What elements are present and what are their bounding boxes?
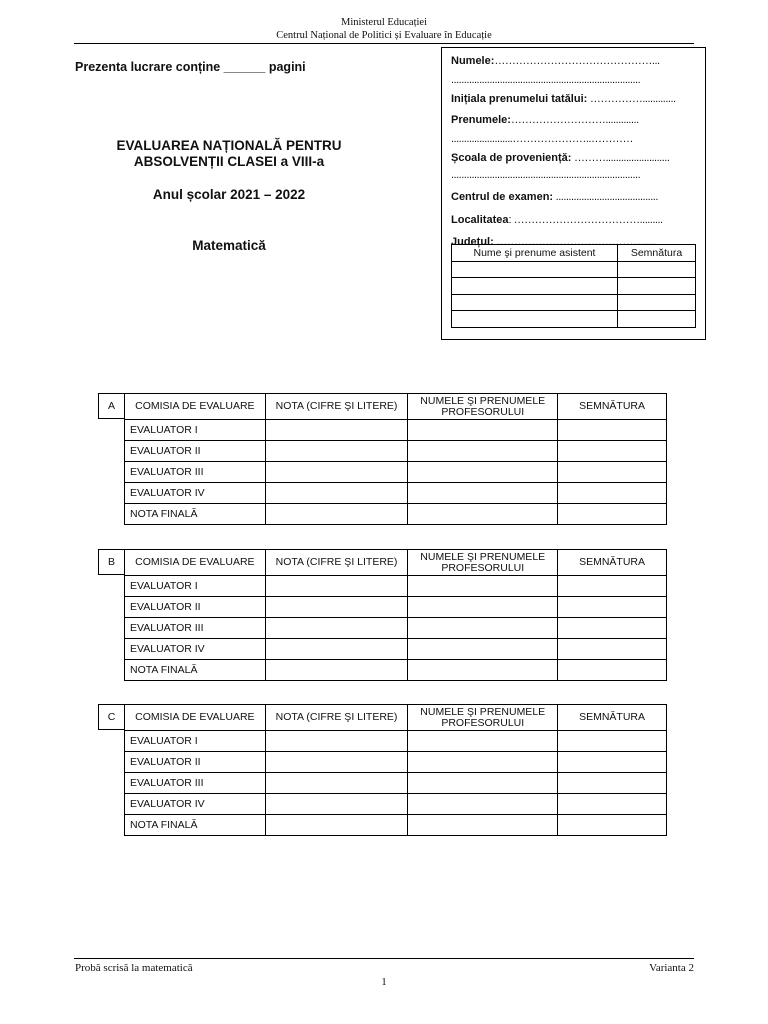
first-name-row[interactable] xyxy=(451,113,696,127)
teacher-name-header: NUMELE ŞI PRENUMELE PROFESORULUI xyxy=(408,550,558,576)
assistant-table xyxy=(451,244,696,328)
first-name-dots-2: ........................…………………..………… xyxy=(451,133,633,145)
assistant-row xyxy=(452,261,696,278)
signature-cell[interactable] xyxy=(558,576,667,597)
grade-cell[interactable] xyxy=(265,773,408,794)
signature-cell[interactable] xyxy=(558,752,667,773)
evaluator-row xyxy=(125,420,667,441)
signature-cell[interactable] xyxy=(558,731,667,752)
commission-header: COMISIA DE EVALUARE xyxy=(125,705,266,731)
grade-cell[interactable] xyxy=(265,660,408,681)
signature-cell[interactable] xyxy=(558,773,667,794)
assistant-row xyxy=(452,294,696,311)
assistant-signature-cell[interactable] xyxy=(618,294,696,311)
signature-cell[interactable] xyxy=(558,483,667,504)
signature-cell[interactable] xyxy=(558,462,667,483)
exam-center-dots: ........................................ xyxy=(553,191,658,203)
evaluator-row xyxy=(125,462,667,483)
assistant-table-header xyxy=(452,245,696,262)
signature-header: SEMNĂTURA xyxy=(558,550,667,576)
county-dots: …………………………………......... xyxy=(493,236,656,248)
footer-divider xyxy=(74,958,694,959)
teacher-name-cell[interactable] xyxy=(408,504,558,525)
evaluator-label: EVALUATOR IV xyxy=(125,794,266,815)
assistant-signature-header: Semnătura xyxy=(618,245,696,262)
evaluator-label: EVALUATOR I xyxy=(125,731,266,752)
locality-label: Localitatea xyxy=(451,214,509,226)
teacher-name-cell[interactable] xyxy=(408,576,558,597)
evaluator-label: EVALUATOR III xyxy=(125,773,266,794)
evaluator-label: EVALUATOR IV xyxy=(125,639,266,660)
assistant-signature-cell[interactable] xyxy=(618,311,696,328)
locality-dots: : ………………………………......... xyxy=(508,214,663,226)
ministry-header xyxy=(0,16,768,42)
signature-cell[interactable] xyxy=(558,639,667,660)
grade-header: NOTA (CIFRE ŞI LITERE) xyxy=(265,394,408,420)
evaluator-label: EVALUATOR IV xyxy=(125,483,266,504)
pages-count-line: Prezenta lucrare conține ______ pagini xyxy=(75,60,306,74)
teacher-name-cell[interactable] xyxy=(408,752,558,773)
evaluator-label: EVALUATOR II xyxy=(125,597,266,618)
evaluator-label: EVALUATOR II xyxy=(125,752,266,773)
ministry-name: Ministerul Educației xyxy=(340,17,428,28)
evaluation-header-row xyxy=(125,705,667,731)
exam-center-row[interactable] xyxy=(451,190,696,204)
evaluator-row xyxy=(125,618,667,639)
evaluator-row xyxy=(125,752,667,773)
teacher-name-cell[interactable] xyxy=(408,441,558,462)
grade-cell[interactable] xyxy=(265,618,408,639)
school-dots: ………......................... xyxy=(571,152,670,164)
evaluator-label: EVALUATOR I xyxy=(125,420,266,441)
father-initial-dots: ……………............. xyxy=(587,93,676,105)
grade-cell[interactable] xyxy=(265,462,408,483)
grade-cell[interactable] xyxy=(265,794,408,815)
final-grade-row xyxy=(125,815,667,836)
evaluator-row xyxy=(125,773,667,794)
father-initial-label: Inițiala prenumelui tatălui: xyxy=(451,93,588,105)
school-label: Școala de proveniență: xyxy=(451,152,572,164)
evaluation-tag: B xyxy=(98,549,125,575)
first-name-row-2[interactable] xyxy=(451,132,696,146)
grade-cell[interactable] xyxy=(265,420,408,441)
teacher-name-cell[interactable] xyxy=(408,483,558,504)
signature-cell[interactable] xyxy=(558,618,667,639)
evaluator-row xyxy=(125,483,667,504)
signature-cell[interactable] xyxy=(558,420,667,441)
evaluation-tag: C xyxy=(98,704,125,730)
first-name-label: Prenumele: xyxy=(451,114,511,126)
signature-cell[interactable] xyxy=(558,815,667,836)
teacher-name-header: NUMELE ŞI PRENUMELE PROFESORULUI xyxy=(408,394,558,420)
exam-title xyxy=(100,138,358,170)
assistant-signature-cell[interactable] xyxy=(618,278,696,295)
assistant-name-header: Nume şi prenume asistent xyxy=(452,245,618,262)
grade-cell[interactable] xyxy=(265,815,408,836)
signature-cell[interactable] xyxy=(558,504,667,525)
subject-title: Matematică xyxy=(192,238,266,253)
assistant-row xyxy=(452,278,696,295)
page-number: 1 xyxy=(381,976,387,988)
final-grade-label: NOTA FINALĂ xyxy=(125,815,266,836)
assistant-name-cell[interactable] xyxy=(452,294,618,311)
signature-cell[interactable] xyxy=(558,441,667,462)
school-row[interactable] xyxy=(451,151,696,165)
commission-header: COMISIA DE EVALUARE xyxy=(125,550,266,576)
grade-header: NOTA (CIFRE ŞI LITERE) xyxy=(265,550,408,576)
teacher-name-cell[interactable] xyxy=(408,618,558,639)
county-label: Județul: xyxy=(451,236,494,248)
name-dots: ………………………………………... xyxy=(494,55,660,67)
name-row-2[interactable] xyxy=(451,73,696,87)
grade-cell[interactable] xyxy=(265,752,408,773)
evaluator-row xyxy=(125,597,667,618)
grade-cell[interactable] xyxy=(265,731,408,752)
assistant-name-cell[interactable] xyxy=(452,311,618,328)
evaluator-row xyxy=(125,576,667,597)
school-dots-2: .......................................................................... xyxy=(451,169,641,181)
grade-cell[interactable] xyxy=(265,504,408,525)
exam-title-line2: ABSOLVENȚII CLASEI a VIII-a xyxy=(133,154,325,169)
evaluator-label: EVALUATOR III xyxy=(125,618,266,639)
teacher-name-cell[interactable] xyxy=(408,660,558,681)
evaluation-header-row xyxy=(125,550,667,576)
signature-cell[interactable] xyxy=(558,597,667,618)
evaluator-row xyxy=(125,794,667,815)
header-divider xyxy=(74,43,694,44)
evaluation-grid xyxy=(124,549,667,681)
grade-cell[interactable] xyxy=(265,576,408,597)
grade-cell[interactable] xyxy=(265,597,408,618)
name-dots-2: .......................................................................... xyxy=(451,74,641,86)
teacher-name-cell[interactable] xyxy=(408,597,558,618)
final-grade-label: NOTA FINALĂ xyxy=(125,504,266,525)
locality-row[interactable] xyxy=(451,213,696,227)
evaluation-grid xyxy=(124,704,667,836)
final-grade-row xyxy=(125,504,667,525)
name-row[interactable] xyxy=(451,54,696,68)
evaluation-tag: A xyxy=(98,393,125,419)
assistant-row xyxy=(452,311,696,328)
evaluation-header-row xyxy=(125,394,667,420)
teacher-name-cell[interactable] xyxy=(408,815,558,836)
evaluator-label: EVALUATOR I xyxy=(125,576,266,597)
grade-header: NOTA (CIFRE ŞI LITERE) xyxy=(265,705,408,731)
name-label: Numele: xyxy=(451,55,495,67)
grade-cell[interactable] xyxy=(265,441,408,462)
signature-header: SEMNĂTURA xyxy=(558,394,667,420)
evaluator-row xyxy=(125,731,667,752)
evaluator-row xyxy=(125,639,667,660)
signature-cell[interactable] xyxy=(558,660,667,681)
teacher-name-cell[interactable] xyxy=(408,420,558,441)
teacher-name-cell[interactable] xyxy=(408,462,558,483)
teacher-name-cell[interactable] xyxy=(408,794,558,815)
first-name-dots: ………………………............. xyxy=(510,114,639,126)
teacher-name-cell[interactable] xyxy=(408,731,558,752)
school-year: Anul școlar 2021 – 2022 xyxy=(152,187,306,202)
center-name: Centrul Național de Politici și Evaluare în Educație xyxy=(276,30,492,41)
exam-title-line1: EVALUAREA NAȚIONALĂ PENTRU xyxy=(116,138,342,153)
assistant-name-cell[interactable] xyxy=(452,278,618,295)
father-initial-row[interactable] xyxy=(451,92,696,106)
signature-header: SEMNĂTURA xyxy=(558,705,667,731)
evaluator-label: EVALUATOR III xyxy=(125,462,266,483)
evaluation-grid xyxy=(124,393,667,525)
assistant-name-cell[interactable] xyxy=(452,261,618,278)
final-grade-label: NOTA FINALĂ xyxy=(125,660,266,681)
evaluator-label: EVALUATOR II xyxy=(125,441,266,462)
commission-header: COMISIA DE EVALUARE xyxy=(125,394,266,420)
exam-center-label: Centrul de examen: xyxy=(451,191,554,203)
final-grade-row xyxy=(125,660,667,681)
evaluator-row xyxy=(125,441,667,462)
teacher-name-header: NUMELE ŞI PRENUMELE PROFESORULUI xyxy=(408,705,558,731)
teacher-name-cell[interactable] xyxy=(408,639,558,660)
school-row-2[interactable] xyxy=(451,168,696,182)
grade-cell[interactable] xyxy=(265,483,408,504)
footer-variant: Varianta 2 xyxy=(649,962,694,974)
teacher-name-cell[interactable] xyxy=(408,773,558,794)
assistant-signature-cell[interactable] xyxy=(618,261,696,278)
footer-test-name: Probă scrisă la matematică xyxy=(75,962,193,974)
grade-cell[interactable] xyxy=(265,639,408,660)
signature-cell[interactable] xyxy=(558,794,667,815)
